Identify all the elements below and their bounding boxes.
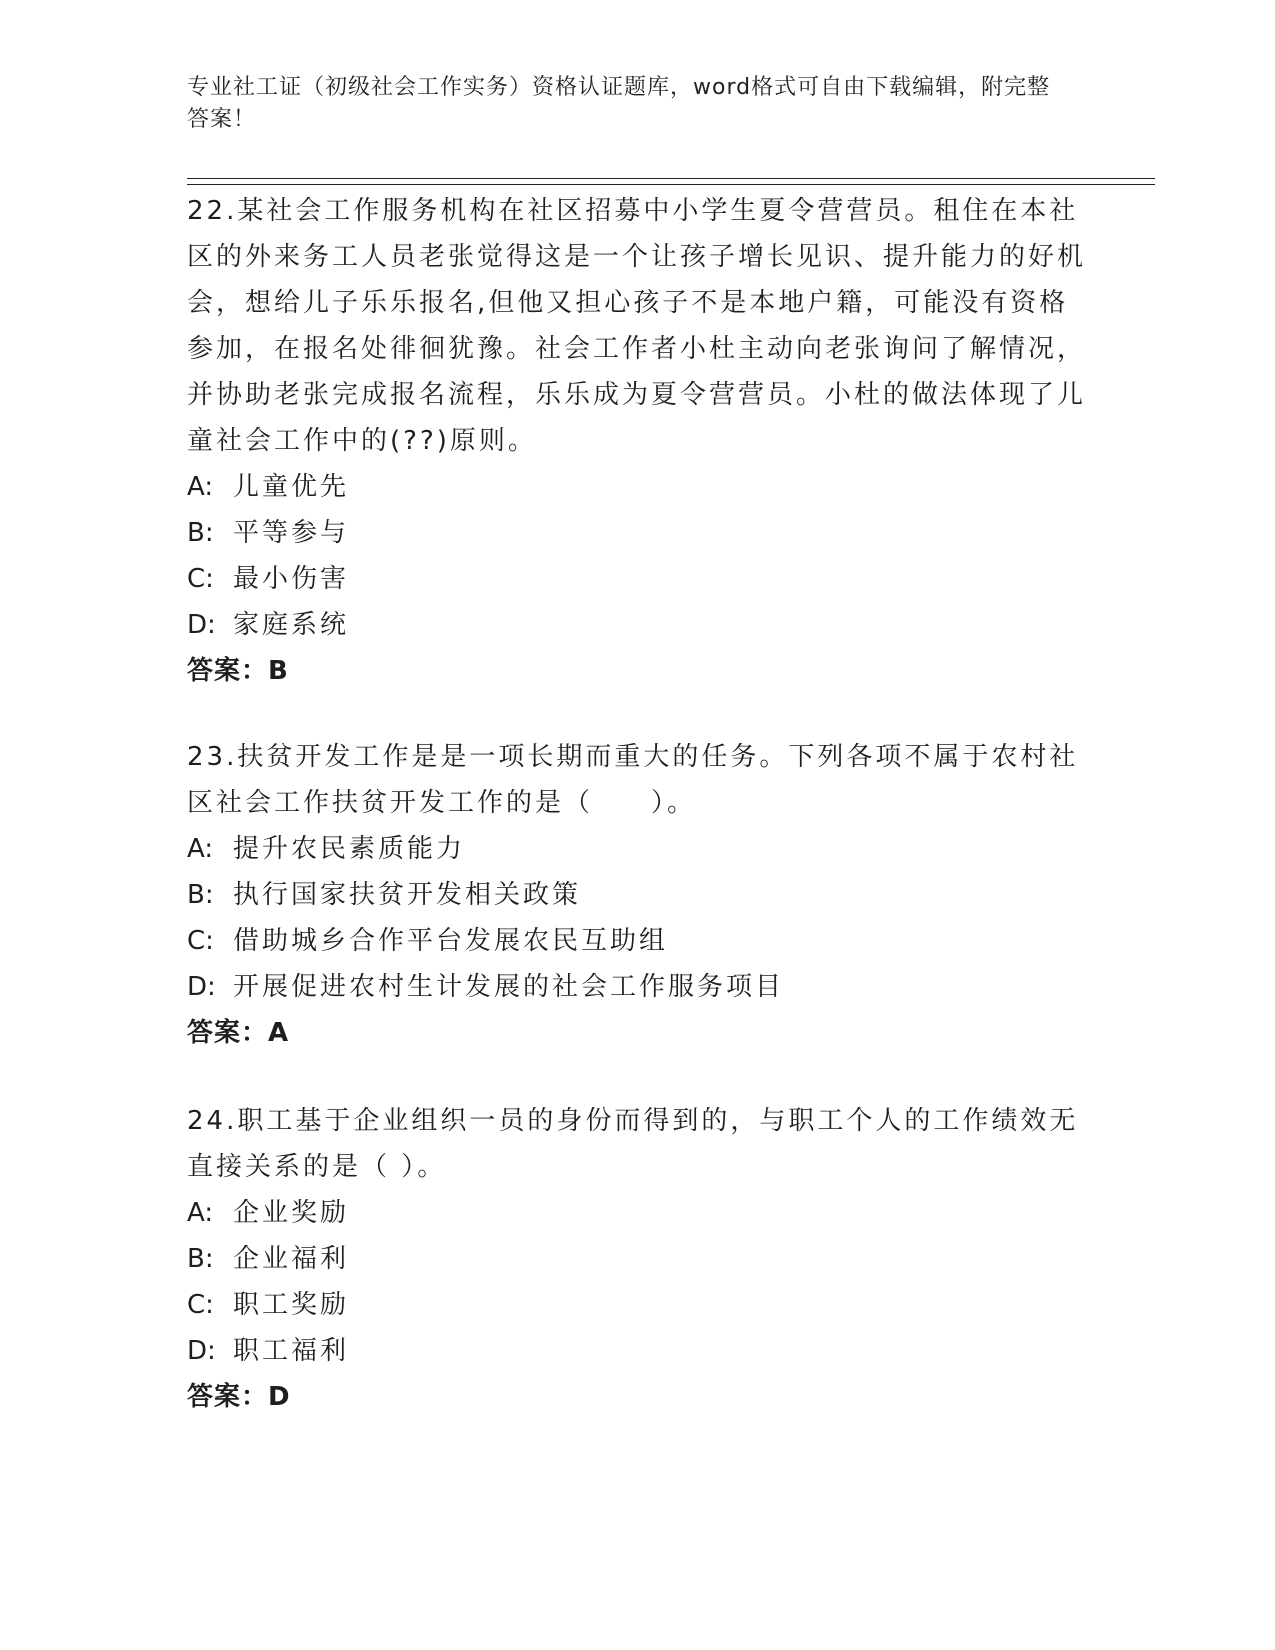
option-letter: D:: [187, 610, 216, 640]
option-text: 最小伤害: [233, 564, 350, 594]
option-letter: A:: [187, 472, 214, 502]
option-letter: D:: [187, 972, 216, 1002]
question-22: [187, 188, 1087, 694]
option-letter: B:: [187, 880, 214, 910]
question-23: [187, 734, 1087, 1056]
option-d: [187, 602, 1087, 648]
option-letter: C:: [187, 1290, 214, 1320]
option-text: 提升农民素质能力: [233, 834, 466, 864]
question-stem: 24.职工基于企业组织一员的身份而得到的，与职工个人的工作绩效无直接关系的是（ ）。: [187, 1106, 1079, 1182]
option-text: 企业福利: [233, 1244, 350, 1274]
option-c: [187, 556, 1087, 602]
answer-label: 答案：D: [187, 1382, 291, 1412]
option-text: 企业奖励: [233, 1198, 350, 1228]
option-c: [187, 1282, 1087, 1328]
option-letter: A:: [187, 1198, 214, 1228]
option-b: [187, 872, 1087, 918]
answer-label: 答案：B: [187, 656, 289, 686]
option-d: [187, 964, 1087, 1010]
option-d: [187, 1328, 1087, 1374]
option-text: 执行国家扶贫开发相关政策: [233, 880, 582, 910]
option-text: 借助城乡合作平台发展农民互助组: [233, 926, 669, 956]
question-stem: 23.扶贫开发工作是是一项长期而重大的任务。下列各项不属于农村社区社会工作扶贫开发工作的是（ ）。: [187, 742, 1079, 818]
option-text: 平等参与: [233, 518, 350, 548]
option-a: [187, 1190, 1087, 1236]
option-text: 职工福利: [233, 1336, 350, 1366]
option-text: 职工奖励: [233, 1290, 350, 1320]
option-letter: A:: [187, 834, 214, 864]
document-header: 专业社工证（初级社会工作实务）资格认证题库，word格式可自由下载编辑，附完整答案！: [187, 75, 1051, 132]
question-stem: 22.某社会工作服务机构在社区招募中小学生夏令营营员。租住在本社区的外来务工人员老张觉得这是一个让孩子增长见识、提升能力的好机会，想给儿子乐乐报名,但他又担心孩子不是本地户籍，可能没有资格参加，在报名处徘徊犹豫。社会工作者小杜主动向老张询问了解情况，并协助老张完成报名流程，乐乐成为夏令营营员。小杜的做法体现了儿童社会工作中的(??)原则。: [187, 196, 1087, 456]
header-rule-top: [187, 178, 1155, 179]
option-text: 家庭系统: [233, 610, 350, 640]
option-letter: B:: [187, 1244, 214, 1274]
option-c: [187, 918, 1087, 964]
header-rule-bottom: [187, 184, 1155, 185]
answer-label: 答案：A: [187, 1018, 290, 1048]
option-letter: B:: [187, 518, 214, 548]
option-letter: C:: [187, 564, 214, 594]
option-letter: D:: [187, 1336, 216, 1366]
option-a: [187, 826, 1087, 872]
option-b: [187, 510, 1087, 556]
option-b: [187, 1236, 1087, 1282]
option-text: 开展促进农村生计发展的社会工作服务项目: [233, 972, 785, 1002]
question-24: [187, 1098, 1087, 1420]
option-letter: C:: [187, 926, 214, 956]
option-a: [187, 464, 1087, 510]
option-text: 儿童优先: [233, 472, 350, 502]
